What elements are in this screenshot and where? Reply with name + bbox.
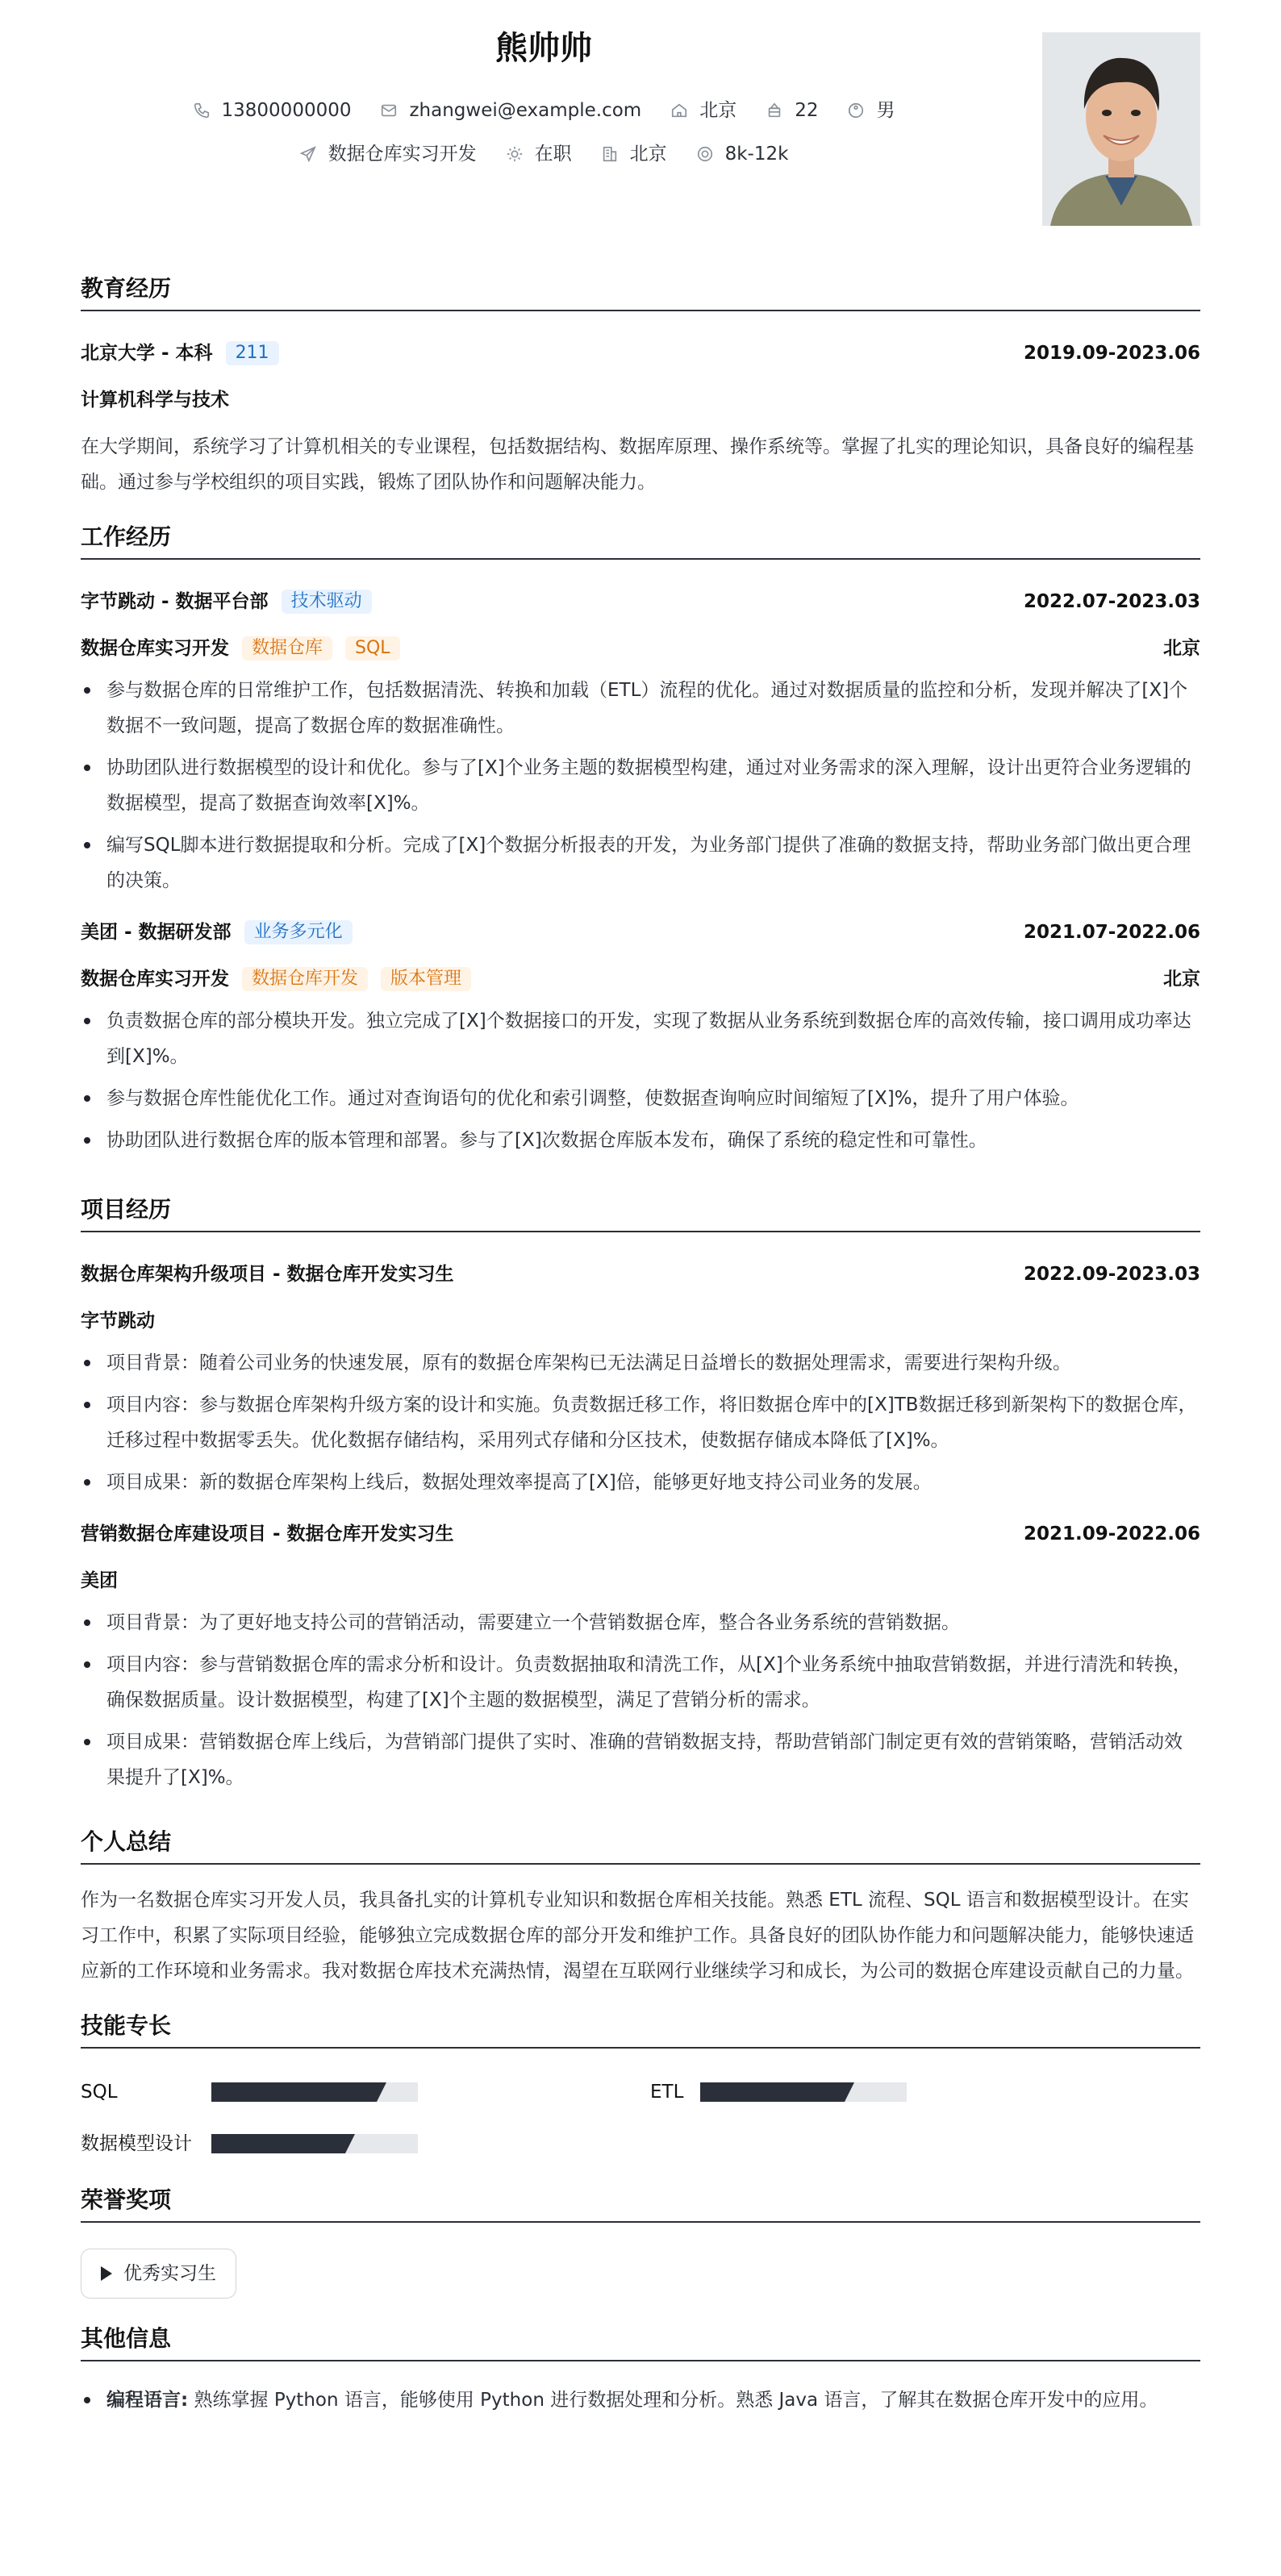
school-name: 北京大学 - 本科 <box>81 343 213 364</box>
other-bullets <box>81 2382 1200 2418</box>
skill-tag: SQL <box>345 636 400 661</box>
work-bullets <box>81 673 1200 898</box>
coin-icon <box>696 145 714 163</box>
skill-tag: 版本管理 <box>381 967 471 991</box>
phone-text: 13800000000 <box>221 100 352 121</box>
send-icon <box>299 145 317 163</box>
award-label: 优秀实习生 <box>123 2262 216 2284</box>
company-name: 美团 - 数据研发部 <box>81 922 232 943</box>
work-section <box>81 521 1200 1158</box>
work-bullets <box>81 1003 1200 1158</box>
job-intent-text: 数据仓库实习开发 <box>328 144 477 165</box>
list-item <box>81 2382 1200 2418</box>
phone-icon <box>193 102 211 119</box>
company-tag: 业务多元化 <box>244 920 353 944</box>
education-date: 2019.09-2023.06 <box>1023 343 1200 364</box>
mail-icon <box>380 102 398 119</box>
project-bullets <box>81 1605 1200 1795</box>
section-title-skills: 技能专长 <box>81 2010 1200 2049</box>
city-text: 北京 <box>629 144 667 165</box>
project-entry-1 <box>81 1260 1200 1500</box>
section-title-awards: 荣誉奖项 <box>81 2184 1200 2223</box>
skill-fill <box>700 2082 845 2102</box>
section-title-projects: 项目经历 <box>81 1194 1200 1232</box>
skill-item <box>81 2128 650 2160</box>
summary-text: 作为一名数据仓库实习开发人员，我具备扎实的计算机专业知识和数据仓库相关技能。熟悉 ETL 流程、SQL 语言和数据模型设计。在实习工作中，积累了实际项目经验，能够独立完成数据仓库的部分开发和维护工作。具备良好的团队协作能力和问题解决能力，能够快速适应新的工作环境和业务需求。我对数据仓库技术充满热情，渴望在互联网行业继续学习和成长，为公司的数据仓库建设贡献自己的力量。 <box>81 1890 1194 1982</box>
intent-row <box>81 140 1007 168</box>
project-title: 数据仓库架构升级项目 - 数据仓库开发实习生 <box>81 1264 454 1285</box>
skill-bar <box>211 2134 418 2153</box>
profile-photo <box>1042 32 1200 226</box>
role-row <box>81 634 1200 663</box>
school-tag: 211 <box>226 341 279 365</box>
section-title-other: 其他信息 <box>81 2323 1200 2361</box>
education-desc: 在大学期间，系统学习了计算机相关的专业课程，包括数据结构、数据库原理、操作系统等。掌握了扎实的理论知识，具备良好的编程基础。通过参与学校组织的项目实践，锻炼了团队协作和问题解决能力。 <box>81 436 1194 493</box>
list-item: 协助团队进行数据模型的设计和优化。参与了[X]个业务主题的数据模型构建，通过对业务需求的深入理解，设计出更符合业务逻辑的数据模型，提高了数据查询效率[X]%。 <box>81 750 1200 821</box>
company-name: 字节跳动 - 数据平台部 <box>81 591 269 612</box>
skills-section <box>81 2010 1200 2160</box>
list-item: 协助团队进行数据仓库的版本管理和部署。参与了[X]次数据仓库版本发布，确保了系统的稳定性和可靠性。 <box>81 1123 1200 1158</box>
skill-fill <box>211 2134 345 2153</box>
project-date: 2021.09-2022.06 <box>1023 1524 1200 1544</box>
project-date: 2022.09-2023.03 <box>1023 1264 1200 1285</box>
job-intent-item <box>299 140 477 168</box>
skill-item <box>81 2076 650 2108</box>
education-entry-head <box>81 339 1200 368</box>
work-date: 2021.07-2022.06 <box>1023 922 1200 943</box>
building-icon <box>601 145 619 163</box>
skill-name: 数据模型设计 <box>81 2132 192 2154</box>
salary-item <box>696 140 789 168</box>
skill-bar <box>211 2082 418 2102</box>
work-entry-head <box>81 587 1200 616</box>
list-item: 参与数据仓库性能优化工作。通过对查询语句的优化和索引调整，使数据查询响应时间缩短了[X]%，提升了用户体验。 <box>81 1081 1200 1116</box>
education-section <box>81 273 1200 500</box>
hometown-item <box>670 97 736 124</box>
work-entry-1 <box>81 587 1200 898</box>
other-text: 熟练掌握 Python 语言，能够使用 Python 进行数据处理和分析。熟悉 Java 语言，了解其在数据仓库开发中的应用。 <box>194 2390 1158 2411</box>
work-location: 北京 <box>1163 638 1200 659</box>
project-org: 美团 <box>81 1570 118 1591</box>
project-entry-head <box>81 1260 1200 1289</box>
list-item: 编写SQL脚本进行数据提取和分析。完成了[X]个数据分析报表的开发，为业务部门提供了准确的数据支持，帮助业务部门做出更合理的决策。 <box>81 827 1200 898</box>
contact-row <box>81 97 1007 124</box>
skill-tag: 数据仓库开发 <box>242 967 368 991</box>
list-item: 参与数据仓库的日常维护工作，包括数据清洗、转换和加载（ETL）流程的优化。通过对数据质量的监控和分析，发现并解决了[X]个数据不一致问题，提高了数据仓库的数据准确性。 <box>81 673 1200 744</box>
age-icon <box>766 102 783 119</box>
age-item <box>766 97 818 124</box>
home-icon <box>670 102 688 119</box>
other-label: 编程语言: <box>106 2390 189 2411</box>
age-text: 22 <box>795 100 819 121</box>
city-item <box>601 140 667 168</box>
project-entry-2 <box>81 1519 1200 1795</box>
role-row <box>81 965 1200 994</box>
candidate-name: 熊帅帅 <box>495 30 592 67</box>
section-title-work: 工作经历 <box>81 521 1200 560</box>
project-org: 字节跳动 <box>81 1311 155 1332</box>
triangle-right-icon <box>101 2266 112 2281</box>
phone-item <box>193 97 352 124</box>
gender-icon <box>847 102 865 119</box>
email-text: zhangwei@example.com <box>409 100 642 121</box>
skill-tag: 数据仓库 <box>242 636 332 661</box>
list-item: 项目成果：新的数据仓库架构上线后，数据处理效率提高了[X]倍，能够更好地支持公司业务的发展。 <box>81 1465 1200 1500</box>
projects-section <box>81 1194 1200 1795</box>
status-text: 在职 <box>534 144 572 165</box>
section-title-education: 教育经历 <box>81 273 1200 311</box>
skill-name: ETL <box>650 2081 684 2103</box>
status-icon <box>506 145 524 163</box>
skill-bar <box>700 2082 907 2102</box>
resume-header <box>81 0 1200 242</box>
major-name: 计算机科学与技术 <box>81 390 229 411</box>
list-item: 项目背景：为了更好地支持公司的营销活动，需要建立一个营销数据仓库，整合各业务系统的营销数据。 <box>81 1605 1200 1640</box>
gender-text: 男 <box>876 100 895 121</box>
project-title: 营销数据仓库建设项目 - 数据仓库开发实习生 <box>81 1524 454 1544</box>
award-toggle-button[interactable] <box>81 2249 236 2299</box>
section-title-summary: 个人总结 <box>81 1826 1200 1865</box>
work-location: 北京 <box>1163 969 1200 990</box>
salary-text: 8k-12k <box>724 144 789 165</box>
status-item <box>506 140 572 168</box>
skill-name: SQL <box>81 2081 118 2103</box>
list-item: 项目背景：随着公司业务的快速发展，原有的数据仓库架构已无法满足日益增长的数据处理需求，需要进行架构升级。 <box>81 1345 1200 1381</box>
gender-item <box>847 97 895 124</box>
role-name: 数据仓库实习开发 <box>81 969 229 990</box>
project-entry-head <box>81 1519 1200 1549</box>
avatar <box>1042 32 1200 226</box>
skill-item <box>650 2076 1215 2108</box>
other-section <box>81 2323 1200 2418</box>
skill-fill <box>211 2082 377 2102</box>
work-date: 2022.07-2023.03 <box>1023 591 1200 612</box>
summary-section <box>81 1826 1200 1989</box>
company-tag: 技术驱动 <box>282 590 372 614</box>
email-item <box>380 97 641 124</box>
list-item: 项目内容：参与数据仓库架构升级方案的设计和实施。负责数据迁移工作，将旧数据仓库中的[X]TB数据迁移到新架构下的数据仓库，迁移过程中数据零丢失。优化数据存储结构，采用列式存储和分区技术，使数据存储成本降低了[X]%。 <box>81 1387 1200 1458</box>
project-bullets <box>81 1345 1200 1500</box>
skills-grid <box>81 2076 1200 2160</box>
role-name: 数据仓库实习开发 <box>81 638 229 659</box>
list-item: 负责数据仓库的部分模块开发。独立完成了[X]个数据接口的开发，实现了数据从业务系统到数据仓库的高效传输，接口调用成功率达到[X]%。 <box>81 1003 1200 1074</box>
list-item: 项目成果：营销数据仓库上线后，为营销部门提供了实时、准确的营销数据支持，帮助营销部门制定更有效的营销策略，营销活动效果提升了[X]%。 <box>81 1724 1200 1795</box>
work-entry-head <box>81 918 1200 947</box>
awards-section <box>81 2184 1200 2299</box>
work-entry-2 <box>81 918 1200 1158</box>
list-item: 项目内容：参与营销数据仓库的需求分析和设计。负责数据抽取和清洗工作，从[X]个业务系统中抽取营销数据，并进行清洗和转换，确保数据质量。设计数据模型，构建了[X]个主题的数据模型，满足了营销分析的需求。 <box>81 1647 1200 1718</box>
hometown-text: 北京 <box>699 100 737 121</box>
